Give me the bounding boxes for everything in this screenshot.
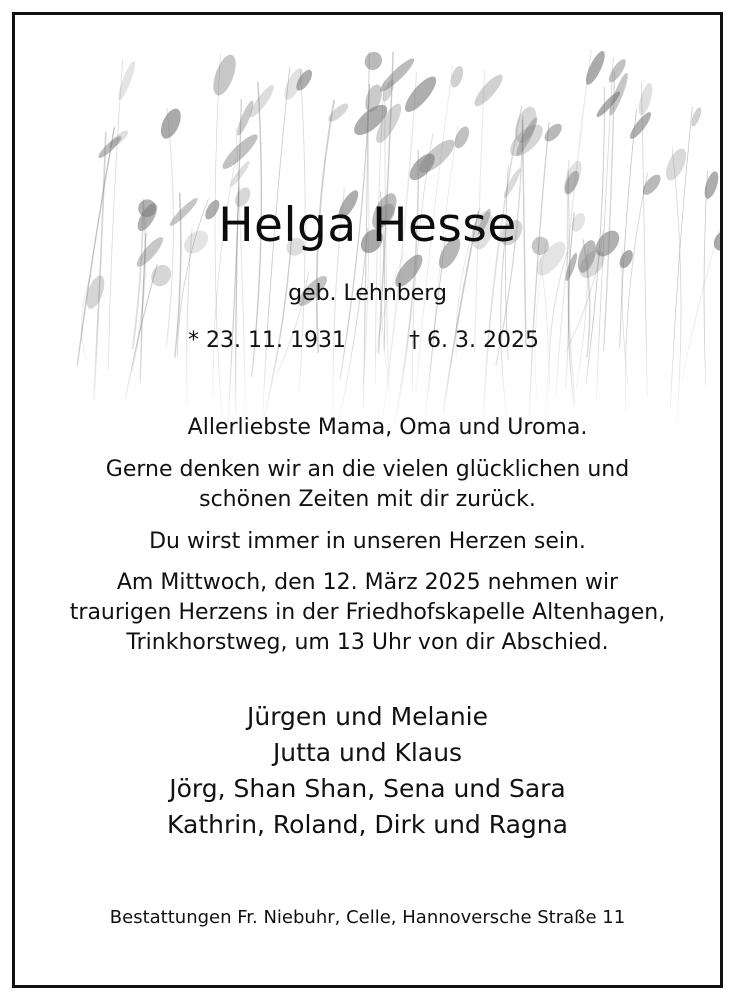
obituary-notice: [12, 12, 723, 988]
text-line: Du wirst immer in unseren Herzen sein.: [149, 529, 586, 554]
maiden-name: geb. Lehnberg: [288, 281, 447, 306]
text-line: traurigen Herzens in der Friedhofskapelle Altenhagen,: [69, 600, 666, 625]
mourner-line: Jürgen und Melanie: [247, 702, 488, 731]
text-line: schönen Zeiten mit dir zurück.: [199, 487, 536, 512]
text-line: Gerne denken wir an die vielen glücklichen und: [105, 457, 630, 482]
text-line: Allerliebste Mama, Oma und Uroma.: [187, 415, 588, 440]
death-date: † 6. 3. 2025: [409, 328, 539, 353]
text-line: Am Mittwoch, den 12. März 2025 nehmen wir: [116, 570, 619, 595]
mourner-line: Kathrin, Roland, Dirk und Ragna: [167, 810, 568, 839]
mourner-line: Jutta und Klaus: [272, 738, 463, 767]
text-line: Trinkhorstweg, um 13 Uhr von dir Abschied.: [126, 630, 609, 655]
birth-date: * 23. 11. 1931: [188, 328, 346, 353]
mourner-line: Jörg, Shan Shan, Sena und Sara: [169, 774, 566, 803]
funeral-home: Bestattungen Fr. Niebuhr, Celle, Hannoversche Straße 11: [109, 907, 626, 928]
deceased-name: Helga Hesse: [218, 198, 517, 253]
